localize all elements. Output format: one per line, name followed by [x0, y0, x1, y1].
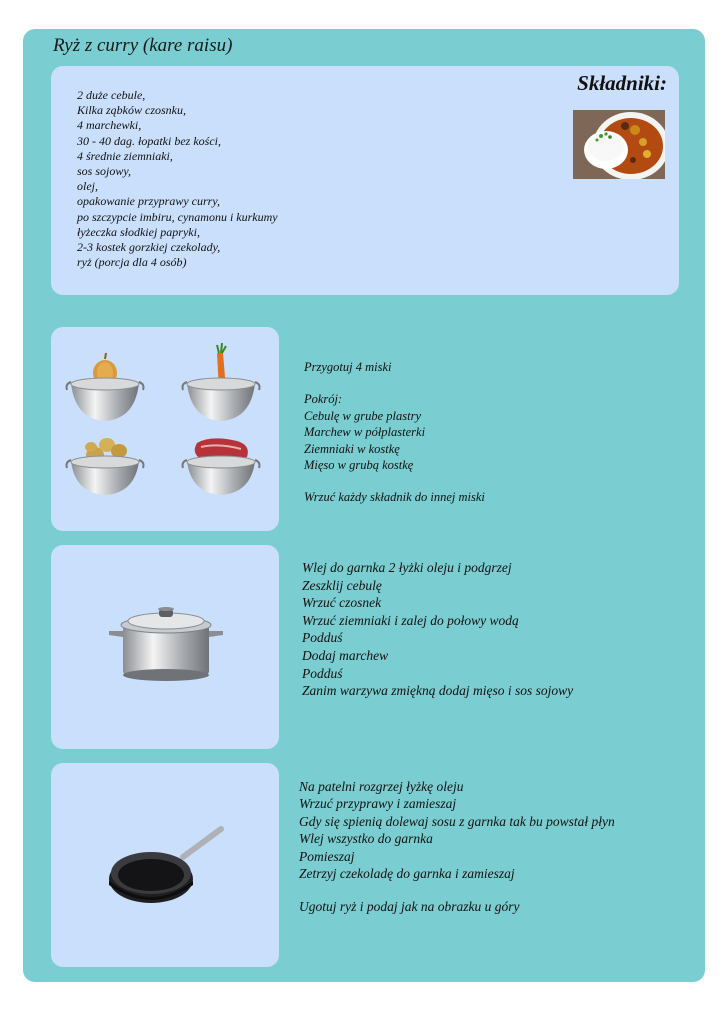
step-line: Pomieszaj: [299, 848, 355, 864]
step-line: Pokrój:: [304, 392, 343, 407]
step-line: Zetrzyj czekoladę do garnka i zamieszaj: [299, 866, 515, 882]
ingredient-item: po szczypcie imbiru, cynamonu i kurkumy: [77, 209, 278, 224]
step-line: Podduś: [302, 630, 343, 646]
step-line: Ugotuj ryż i podaj jak na obrazku u góry: [299, 899, 520, 915]
curry-rice-photo: [573, 110, 665, 179]
step-line: Wlej wszystko do garnka: [299, 831, 433, 847]
step-line: Marchew w półplasterki: [304, 425, 426, 440]
step-line: [304, 375, 485, 391]
ingredient-item: 2 duże cebule,: [77, 88, 146, 102]
step1-instructions: [304, 359, 485, 506]
ingredient-item: 4 marchewki,: [77, 118, 142, 133]
bowls-panel: [51, 327, 279, 531]
step-line: Wrzuć czosnek: [302, 595, 382, 611]
step-line: Ziemniaki w kostkę: [304, 441, 400, 456]
ingredient-item: ryż (porcja dla 4 osób): [77, 255, 187, 270]
step-line: Wrzuć każdy składnik do innej miski: [304, 490, 485, 505]
ingredients-heading: Składniki:: [577, 71, 667, 95]
ingredient-item: olej,: [77, 179, 98, 194]
recipe-title: Ryż z curry (kare raisu): [53, 35, 233, 56]
step-line: [299, 882, 615, 898]
recipe-card: [23, 29, 705, 982]
ingredient-item: Kilka ząbków czosnku,: [77, 103, 186, 118]
step-line: Wlej do garnka 2 łyżki oleju i podgrzej: [302, 560, 512, 575]
frying-pan-icon: [51, 763, 279, 967]
step-line: Zeszklij cebulę: [302, 577, 382, 593]
step-line: Zanim warzywa zmiękną dodaj mięso i sos sojowy: [302, 683, 574, 699]
pan-panel: [51, 763, 279, 967]
step-line: Cebulę w grube plastry: [304, 408, 422, 423]
pot-icon: [51, 545, 279, 749]
step-line: [304, 473, 485, 489]
step2-instructions: [302, 559, 573, 700]
bowl-potatoes-icon: [67, 438, 144, 495]
ingredients-panel: [51, 66, 679, 295]
step-line: Przygotuj 4 miski: [304, 360, 392, 374]
step-line: Dodaj marchew: [302, 647, 389, 663]
bowl-meat-icon: [183, 438, 260, 495]
step-line: Wrzuć przyprawy i zamieszaj: [299, 796, 457, 812]
step-line: Wrzuć ziemniaki i zalej do połowy wodą: [302, 612, 519, 628]
ingredient-item: łyżeczka słodkiej papryki,: [77, 224, 200, 239]
ingredient-item: 2-3 kostek gorzkiej czekolady,: [77, 240, 221, 255]
pot-panel: [51, 545, 279, 749]
step-line: Na patelni rozgrzej łyżkę oleju: [299, 779, 464, 794]
bowl-onion-icon: [67, 353, 144, 421]
ingredient-item: 30 - 40 dag. łopatki bez kości,: [77, 133, 221, 148]
ingredient-item: 4 średnie ziemniaki,: [77, 148, 173, 163]
ingredient-item: sos sojowy,: [77, 164, 132, 179]
step-line: Gdy się spienią dolewaj sosu z garnka tak bu powstał płyn: [299, 813, 615, 829]
ingredients-list: [77, 88, 278, 270]
ingredient-item: opakowanie przyprawy curry,: [77, 194, 220, 209]
step-line: Podduś: [302, 665, 343, 681]
step-line: Mięso w grubą kostkę: [304, 458, 414, 473]
bowl-carrot-icon: [183, 343, 260, 421]
step3-instructions: [299, 778, 615, 916]
